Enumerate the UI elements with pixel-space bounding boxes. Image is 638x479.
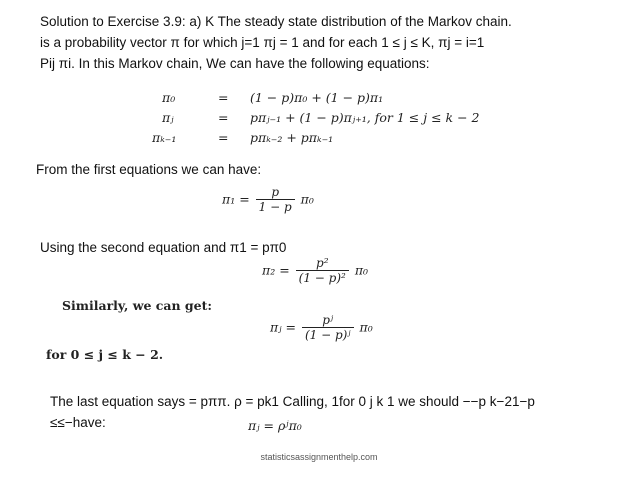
- pi2-denominator: (1 − p)²: [296, 270, 349, 285]
- equation-final: πⱼ = ρʲπ₀: [248, 418, 302, 433]
- system-row3-rhs: pπₖ₋₂ + pπₖ₋₁: [250, 130, 334, 145]
- equation-pij: [270, 314, 373, 342]
- system-row1-eq: =: [218, 90, 229, 105]
- pi1-denominator: 1 − p: [256, 199, 295, 214]
- system-row3-eq: =: [218, 130, 229, 145]
- footer-site: statisticsassignmenthelp.com: [260, 452, 378, 462]
- system-row2-eq: =: [218, 110, 229, 125]
- equation-pi1: [222, 186, 314, 214]
- pij-numerator: pʲ: [322, 313, 334, 327]
- pij-lhs: πⱼ =: [270, 319, 296, 335]
- equation-pi2: [262, 257, 368, 285]
- from-first-text: From the first equations we can have:: [36, 162, 262, 177]
- pij-tail: π₀: [359, 319, 373, 335]
- pij-fraction: [302, 314, 354, 342]
- range-text: for 0 ≤ j ≤ k − 2.: [46, 347, 164, 362]
- using-second-text: Using the second equation and π1 = pπ0: [40, 240, 287, 255]
- intro-line-1: Solution to Exercise 3.9: a) K The steady state distribution of the Markov chain.: [40, 14, 512, 29]
- pi2-fraction: [296, 257, 349, 285]
- last-line-2: ≤≤−have:: [50, 415, 106, 430]
- system-row3-lhs: πₖ₋₁: [152, 130, 177, 145]
- system-row2-lhs: πⱼ: [162, 110, 174, 125]
- pi1-tail: π₀: [300, 191, 314, 207]
- system-row1-rhs: (1 − p)π₀ + (1 − p)π₁: [250, 90, 384, 105]
- pi1-fraction: [256, 186, 295, 214]
- last-line-1: The last equation says = pππ. ρ = pk1 Calling, 1for 0 j k 1 we should −−p k−21−p: [50, 394, 535, 409]
- pi1-numerator: p: [271, 185, 280, 199]
- system-row1-lhs: π₀: [162, 90, 176, 105]
- intro-line-2: is a probability vector π for which j=1 πj = 1 and for each 1 ≤ j ≤ K, πj = i=1: [40, 35, 485, 50]
- pij-denominator: (1 − p)ʲ: [302, 327, 354, 342]
- system-row2-rhs: pπⱼ₋₁ + (1 − p)πⱼ₊₁, for 1 ≤ j ≤ k − 2: [250, 110, 480, 125]
- pi1-lhs: π₁ =: [222, 191, 250, 207]
- pi2-tail: π₀: [354, 262, 369, 278]
- pi2-numerator: p²: [316, 256, 329, 270]
- intro-line-3: Pij πi. In this Markov chain, We can have the following equations:: [40, 56, 430, 71]
- similarly-text: Similarly, we can get:: [62, 298, 212, 313]
- pi2-lhs: π₂ =: [262, 262, 290, 278]
